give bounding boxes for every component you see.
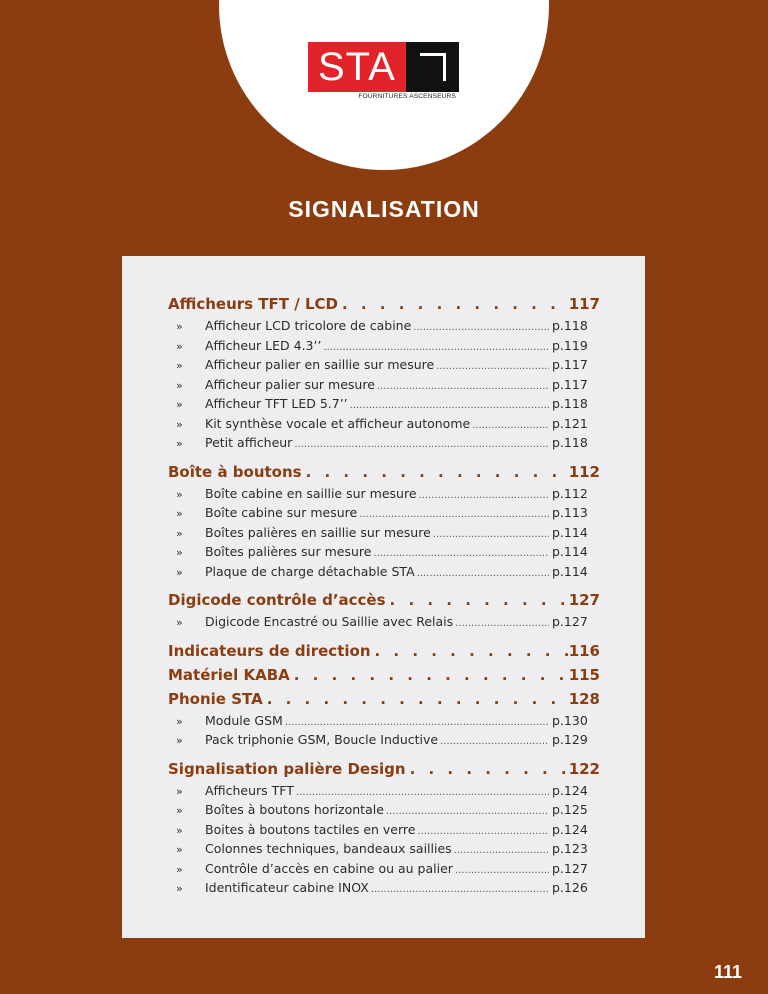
bullet-icon: » [176,565,183,579]
bullet-icon: » [176,546,183,559]
leader-dots [413,318,549,338]
toc-item[interactable] [168,859,600,879]
item-page: p.119 [552,337,588,353]
item-page: p.114 [552,544,588,559]
toc-item[interactable] [168,711,600,731]
toc-item[interactable] [168,878,600,898]
bullet-icon: » [176,378,183,392]
bullet-icon: » [176,526,183,540]
table-of-contents [168,292,600,905]
item-label: Afficheur LCD tricolore de cabine [205,318,412,333]
section-page: 117 [568,295,600,313]
section-page: 116 [568,641,600,660]
item-label: Afficheur palier en saillie sur mesure [205,357,435,372]
item-page: p.127 [552,860,588,876]
section-title: Afficheurs TFT / LCD [168,295,338,313]
item-label: Digicode Encastré ou Saillie avec Relais [205,614,454,629]
section-page: 127 [568,591,600,609]
leader-dots [436,357,549,377]
page-number: 111 [713,962,742,982]
section-title: Matériel KABA [168,665,290,684]
leader-dots [342,292,569,316]
item-label: Module GSM [205,712,283,728]
item-label: Boîte cabine en saillie sur mesure [205,485,417,501]
logo-corner-icon [420,53,446,81]
item-label: Plaque de charge détachable STA [205,563,415,579]
item-page: p.117 [552,376,588,392]
bullet-icon: » [176,616,183,629]
section-page: 115 [568,665,600,684]
logo-tagline-text: FOURNITURES ASCENSEURS [358,93,456,100]
section-title: Digicode contrôle d’accès [168,591,386,609]
item-page: p.130 [552,712,588,728]
logo-red-block [308,42,406,92]
leader-dots [419,486,549,506]
item-page: p.118 [552,396,588,411]
toc-item[interactable] [168,336,600,356]
item-page: p.112 [552,485,588,501]
item-label: Boîtes à boutons horizontale [205,802,384,817]
toc-section-heading[interactable] [168,687,600,711]
toc-section-heading[interactable] [168,292,600,316]
toc-section [168,639,600,663]
bullet-icon: » [176,359,183,372]
section-page: 122 [568,759,600,778]
toc-item[interactable] [168,316,600,336]
toc-item[interactable] [168,820,600,840]
toc-item[interactable] [168,781,600,801]
toc-item[interactable] [168,523,600,543]
sta-logo [308,42,459,101]
toc-item-list [168,711,600,750]
item-label: Afficheur TFT LED 5.7’’ [205,396,348,411]
section-title: Boîte à boutons [168,462,302,481]
item-label: Boîtes palières sur mesure [205,544,372,559]
logo-brand: STA [318,45,396,89]
toc-item[interactable] [168,394,600,414]
toc-item[interactable] [168,542,600,562]
toc-section-heading[interactable] [168,639,600,663]
item-page: p.121 [552,415,588,431]
bullet-icon: » [176,823,183,837]
leader-dots [294,663,569,687]
toc-section [168,757,600,898]
item-page: p.126 [552,880,588,895]
bullet-icon: » [176,862,183,876]
item-label: Kit synthèse vocale et afficheur autonome [205,415,471,431]
logo-black-block [406,42,459,92]
leader-dots [375,639,569,663]
item-label: Afficheurs TFT [205,782,294,798]
item-label: Boîte cabine sur mesure [205,505,358,520]
item-page: p.114 [552,563,588,579]
toc-item-list [168,316,600,453]
bullet-icon: » [176,339,183,353]
bullet-icon: » [176,714,183,728]
item-page: p.124 [552,821,588,837]
item-page: p.123 [552,841,588,856]
bullet-icon: » [176,487,183,501]
toc-section [168,460,600,582]
bullet-icon: » [176,320,183,333]
toc-item[interactable] [168,414,600,434]
item-label: Petit afficheur [205,435,293,450]
leader-dots [455,861,549,881]
toc-section [168,588,600,632]
toc-item[interactable] [168,800,600,820]
toc-section-heading[interactable] [168,460,600,484]
leader-dots [267,687,569,711]
bullet-icon: » [176,784,183,798]
section-title: Signalisation palière Design [168,759,406,778]
toc-item[interactable] [168,375,600,395]
leader-dots [472,416,549,436]
toc-item[interactable] [168,612,600,632]
leader-dots [390,588,569,612]
bullet-icon: » [176,398,183,411]
page-title: SIGNALISATION [288,196,480,222]
item-page: p.129 [552,732,588,747]
item-page: p.124 [552,782,588,798]
item-page: p.114 [552,524,588,540]
item-label: Boîtes palières en saillie sur mesure [205,524,431,540]
toc-panel [122,256,645,938]
toc-item-list [168,781,600,898]
toc-item-list [168,484,600,582]
leader-dots [377,377,549,397]
toc-section [168,663,600,687]
leader-dots [410,757,569,781]
logo-tagline [308,92,459,101]
toc-section [168,687,600,750]
section-page: 112 [568,462,600,481]
section-title: Phonie STA [168,689,263,708]
toc-item[interactable] [168,433,600,453]
item-label: Identificateur cabine INOX [205,880,369,895]
bullet-icon: » [176,417,183,431]
leader-dots [371,880,549,900]
item-page: p.127 [552,614,588,629]
leader-dots [454,841,549,861]
toc-item[interactable] [168,730,600,750]
leader-dots [306,460,569,484]
toc-section-heading[interactable] [168,757,600,781]
leader-dots [294,435,549,455]
item-page: p.113 [552,505,588,520]
toc-item[interactable] [168,503,600,523]
toc-section-heading[interactable] [168,663,600,687]
item-label: Boites à boutons tactiles en verre [205,821,416,837]
bullet-icon: » [176,507,183,520]
leader-dots [440,732,549,752]
section-title: Indicateurs de direction [168,641,371,660]
bullet-icon: » [176,734,183,747]
toc-item[interactable] [168,562,600,582]
toc-section-heading[interactable] [168,588,600,612]
item-label: Colonnes techniques, bandeaux saillies [205,841,452,856]
bullet-icon: » [176,437,183,450]
toc-item[interactable] [168,839,600,859]
leader-dots [455,614,549,634]
item-label: Pack triphonie GSM, Boucle Inductive [205,732,439,747]
section-page: 128 [568,689,600,708]
bullet-icon: » [176,804,183,817]
item-label: Afficheur palier sur mesure [205,376,375,392]
leader-dots [417,564,549,584]
item-page: p.118 [552,318,588,333]
toc-item[interactable] [168,355,600,375]
toc-item[interactable] [168,484,600,504]
bullet-icon: » [176,843,183,856]
toc-section [168,292,600,453]
leader-dots [433,525,549,545]
toc-item-list [168,612,600,632]
item-page: p.125 [552,802,588,817]
item-label: Afficheur LED 4.3’’ [205,337,322,353]
item-page: p.117 [552,357,588,372]
item-page: p.118 [552,435,588,450]
item-label: Contrôle d’accès en cabine ou au palier [205,860,453,876]
bullet-icon: » [176,882,183,895]
